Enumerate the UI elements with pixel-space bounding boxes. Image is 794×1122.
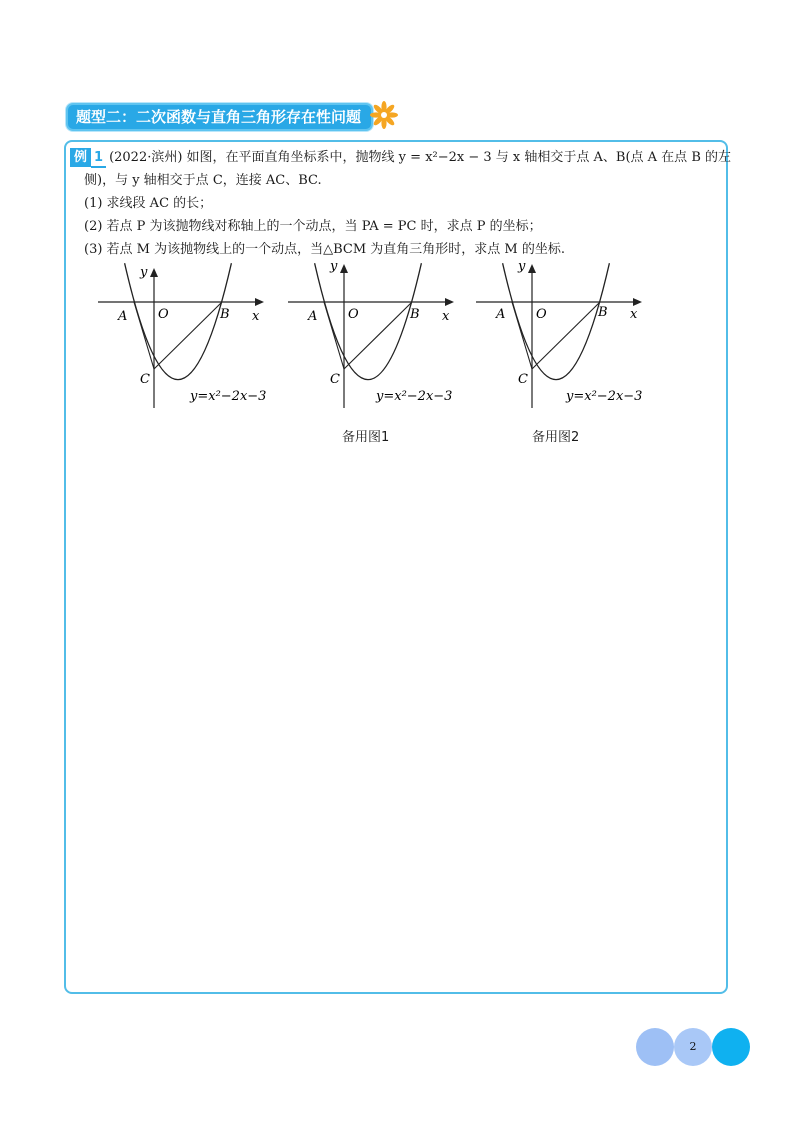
segment-ac [134,302,154,369]
x-arrow-icon [255,298,264,306]
equation-label: y=x²−2x−3 [566,389,643,404]
figure-backup-1 [282,258,482,445]
parabola-curve [315,263,422,379]
x-arrow-icon [633,298,642,306]
label-b: B [598,305,608,320]
label-c: C [140,372,150,387]
label-y: y [140,265,148,280]
question-2: (2) 若点 P 为该抛物线对称轴上的一个动点，当 PA = PC 时，求点 P 的坐标； [84,219,542,234]
label-o: O [158,307,169,322]
equation-label: y=x²−2x−3 [190,389,267,404]
page-number-badge [636,1028,752,1068]
problem-text [70,146,731,261]
star-icon [369,100,399,130]
section-header [66,104,399,130]
label-x: x [252,309,260,324]
segment-ac [324,302,344,369]
y-arrow-icon [528,264,536,273]
segment-ac [512,302,532,369]
parabola-graph [470,258,670,408]
question-1: (1) 求线段 AC 的长； [84,196,213,211]
decor-circle-left [636,1028,674,1066]
y-arrow-icon [150,268,158,277]
figure-caption: 备用图1 [342,430,390,445]
label-a: A [496,307,506,322]
example-label: 例 [70,148,91,167]
figure-backup-2 [470,258,670,445]
label-x: x [630,307,638,322]
parabola-graph [282,258,482,408]
label-b: B [410,307,420,322]
label-c: C [518,372,528,387]
label-o: O [536,307,547,322]
label-a: A [308,309,318,324]
example-number: 1 [91,149,106,168]
figure-main [92,258,292,408]
equation-label: y=x²−2x−3 [376,389,453,404]
y-arrow-icon [340,264,348,273]
problem-statement-2: 侧)，与 y 轴相交于点 C，连接 AC、BC. [84,173,322,188]
figures [92,258,692,448]
label-y: y [330,259,338,274]
label-x: x [442,309,450,324]
parabola-graph [92,258,292,408]
parabola-curve [503,263,610,379]
decor-circle-right [712,1028,750,1066]
page-number: 2 [689,1040,697,1053]
problem-statement-1: (2022·滨州) 如图，在平面直角坐标系中，抛物线 y = x²−2x − 3 与 x 轴相交于点 A、B(点 A 在点 B 的左 [109,150,731,165]
problem-line-1 [70,146,731,169]
section-title: 题型二：二次函数与直角三角形存在性问题 [66,103,373,131]
x-arrow-icon [445,298,454,306]
parabola-curve [125,263,232,379]
figure-caption: 备用图2 [532,430,580,445]
label-b: B [220,307,230,322]
label-y: y [518,259,526,274]
question-3: (3) 若点 M 为该抛物线上的一个动点，当△BCM 为直角三角形时，求点 M 的坐标. [84,242,566,257]
label-c: C [330,372,340,387]
label-a: A [118,309,128,324]
label-o: O [348,307,359,322]
